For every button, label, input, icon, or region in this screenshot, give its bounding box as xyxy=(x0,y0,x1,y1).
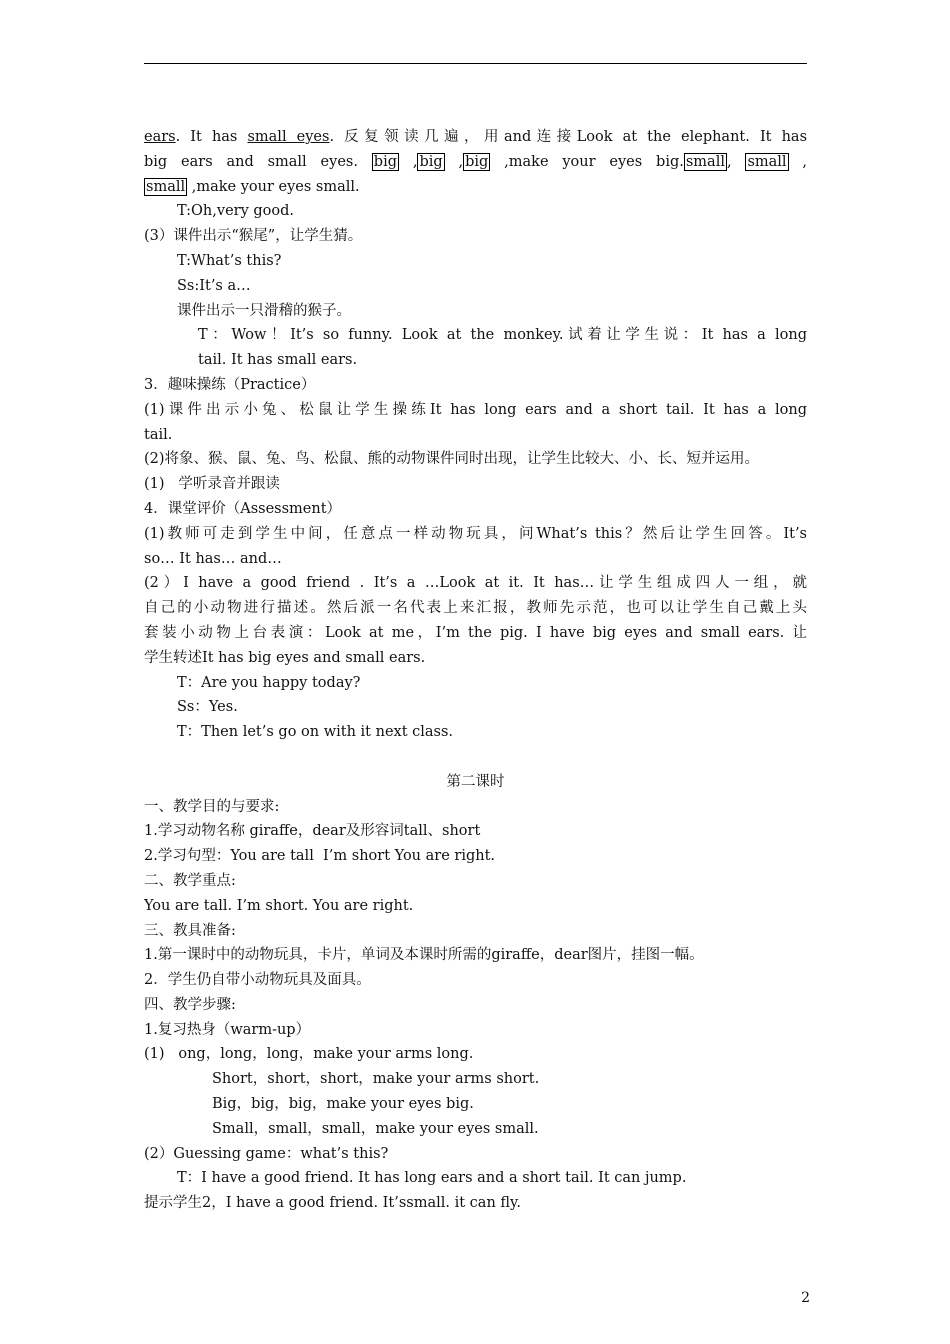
header-rule xyxy=(144,63,807,64)
paragraph-line: (1)教师可走到学生中间，任意点一样动物玩具，问What’s this？然后让学生回答。It’s xyxy=(144,525,807,542)
paragraph-line: small ,make your eyes small. xyxy=(146,178,360,195)
boxed-word: big xyxy=(465,153,489,170)
chant-line: Short，short，short，make your arms short. xyxy=(212,1071,540,1088)
section-heading: 二、教学重点: xyxy=(144,872,236,889)
lesson-title: 第二课时 xyxy=(446,773,505,790)
paragraph-line: (2)将象、猴、鼠、兔、鸟、松鼠、熊的动物课件同时出现，让学生比较大、小、长、短并运用。 xyxy=(144,451,760,468)
chant-line: Small，small，small，make your eyes small. xyxy=(212,1120,539,1137)
underlined-phrase: small eyes xyxy=(247,129,330,145)
boxed-word: big xyxy=(373,153,397,170)
page-number: 2 xyxy=(801,1290,810,1306)
paragraph-line: 1.学习动物名称 giraffe，dear及形容词tall、short xyxy=(144,823,481,840)
section-heading: 4．课堂评价（Assessment） xyxy=(144,500,342,517)
underlined-word: ears xyxy=(144,129,176,145)
paragraph-line: 1.复习热身（warm-up） xyxy=(144,1021,311,1038)
dialogue-line: tail. It has small ears. xyxy=(198,352,358,369)
paragraph-line: (2）Guessing game：what’s this? xyxy=(144,1145,389,1162)
step-line: (3）课件出示“猴尾”，让学生猜。 xyxy=(144,228,363,245)
spacer xyxy=(144,745,807,770)
paragraph-line: (2）I have a good friend . It’s a …Look at it. It has…让学生组成四人一组，就 xyxy=(144,575,807,592)
section-heading: 3．趣味操练（Practice） xyxy=(144,376,316,393)
section-heading: 四、教学步骤: xyxy=(144,996,236,1013)
chant-line: Big，big，big，make your eyes big. xyxy=(212,1096,474,1113)
dialogue-line: Ss：Yes. xyxy=(177,699,238,716)
dialogue-line: Ss:It’s a… xyxy=(177,277,251,294)
dialogue-line: T:Oh,very good. xyxy=(177,203,295,220)
paragraph-line: so… It has… and… xyxy=(144,550,282,567)
paragraph-line: (1) 学听录音并跟读 xyxy=(144,476,280,493)
section-heading: 一、教学目的与要求: xyxy=(144,798,280,815)
dialogue-line: T：I have a good friend. It has long ears and a short tail. It can jump. xyxy=(177,1170,687,1187)
paragraph-line: 1.第一课时中的动物玩具，卡片，单词及本课时所需的giraffe，dear图片，挂图一幅。 xyxy=(144,947,704,964)
boxed-word: small xyxy=(146,178,186,195)
document-body xyxy=(144,125,807,1216)
chant-line: (1) ong，long，long，make your arms long. xyxy=(144,1046,474,1063)
paragraph-line: big ears and small eyes. big , big , big ,make your eyes big. small , small , xyxy=(144,153,807,170)
paragraph-line: 提示学生2，I have a good friend. It’ssmall. it can fly. xyxy=(144,1195,521,1212)
dialogue-line: 课件出示一只滑稽的猴子。 xyxy=(177,302,351,319)
paragraph-line: (1)课件出示小兔、松鼠让学生操练It has long ears and a short tail. It has a long xyxy=(144,401,807,418)
paragraph-line: tail. xyxy=(144,426,173,443)
boxed-word: small xyxy=(685,153,725,170)
paragraph-line: 套装小动物上台表演：Look at me，I’m the pig. I have big eyes and small ears. 让 xyxy=(144,624,807,641)
paragraph-line: 2．学生仍自带小动物玩具及面具。 xyxy=(144,972,371,989)
paragraph-line: ears. It has small eyes. 反复领读几遍，用and连接Look at the elephant. It has xyxy=(144,129,807,145)
paragraph-line: 2.学习句型：You are tall I’m short You are right. xyxy=(144,848,496,865)
dialogue-line: T：Wow！It’s so funny. Look at the monkey.试着让学生说：It has a long xyxy=(198,327,807,344)
section-heading: 三、教具准备: xyxy=(144,922,236,939)
paragraph-line: 自己的小动物进行描述。然后派一名代表上来汇报，教师先示范，也可以让学生自己戴上头 xyxy=(144,600,807,617)
dialogue-line: T：Then let’s go on with it next class. xyxy=(177,724,454,741)
boxed-word: small xyxy=(747,153,787,170)
paragraph-line: You are tall. I’m short. You are right. xyxy=(144,897,414,914)
paragraph-line: 学生转述It has big eyes and small ears. xyxy=(144,649,426,666)
boxed-word: big xyxy=(419,153,443,170)
dialogue-line: T：Are you happy today? xyxy=(177,674,361,691)
dialogue-line: T:What’s this? xyxy=(177,252,282,269)
